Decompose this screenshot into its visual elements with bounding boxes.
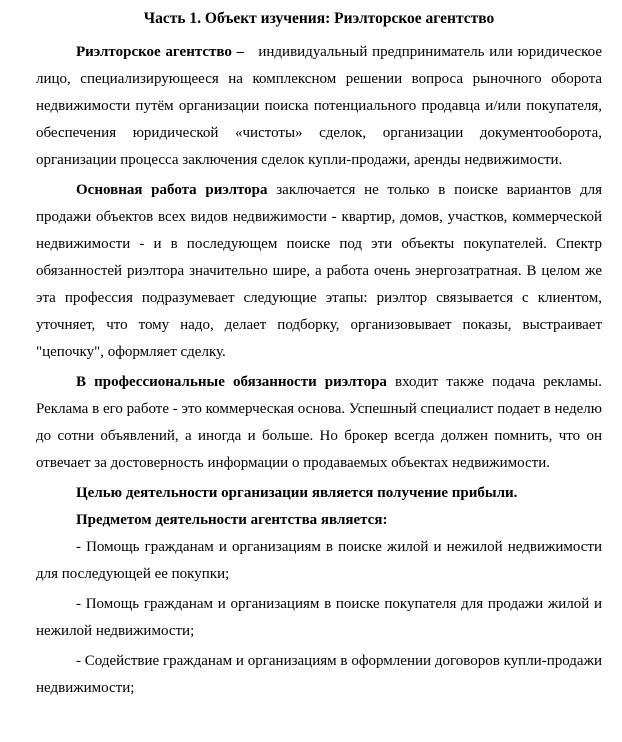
list-item: - Помощь гражданам и организациям в поиске покупателя для продажи жилой и нежилой недвижимости; bbox=[36, 596, 602, 639]
paragraph-text: заключается не только в поиске вариантов для продажи объектов всех видов недвижимости - квартир, домов, участков, коммерческой недвижимости - и в последующем поиске под эти объекты покупателей. Спектр обязанностей риэлтора значительно шире, а работа очень энергозатратная. В целом же эта профессия подразумевает следующие этапы: риэлтор связывается с клиентом, уточняет, что тому надо, делает подборку, организовывает показы, выстраивает "цепочку", оформляет сделку. bbox=[36, 182, 603, 360]
term-dash: – bbox=[231, 44, 259, 60]
list-item: - Содействие гражданам и организациям в оформлении договоров купли-продажи недвижимости; bbox=[36, 653, 602, 696]
term-duties: В профессиональные обязанности риэлтора bbox=[76, 374, 387, 390]
term-agency: Риэлторское агентство bbox=[76, 44, 232, 60]
paragraph-subject bbox=[36, 507, 602, 534]
paragraph-text: индивидуальный предприниматель или юридическое лицо, специализирующееся на комплексном решении вопроса рыночного оборота недвижимости путём организации поиска потенциального продавца и/или покупателя, обеспечения юридической «чистоты» сделок, организации документооборота, организации процесса заключения сделок купли-продажи, аренды недвижимости. bbox=[36, 44, 603, 168]
paragraph-text: входит также подача рекламы. Реклама в его работе - это коммерческая основа. Успешный специалист подает в неделю до сотни объявлений, а иногда и больше. Но брокер всегда должен помнить, что он отвечает за достоверность информации о продаваемых объектах недвижимости. bbox=[36, 374, 602, 471]
document-title: Часть 1. Объект изучения: Риэлторское агентство bbox=[143, 10, 495, 27]
paragraph-goal bbox=[36, 480, 602, 507]
paragraph-duties bbox=[36, 369, 602, 477]
goal-text: Целью деятельности организации является получение прибыли. bbox=[76, 485, 518, 501]
paragraph-main-work bbox=[36, 177, 602, 366]
subject-heading: Предметом деятельности агентства является: bbox=[76, 512, 388, 528]
list-item: - Помощь гражданам и организациям в поиске жилой и нежилой недвижимости для последующей ее покупки; bbox=[36, 539, 602, 582]
term-main-work: Основная работа риэлтора bbox=[76, 182, 268, 198]
paragraph-agency-definition bbox=[36, 39, 602, 174]
